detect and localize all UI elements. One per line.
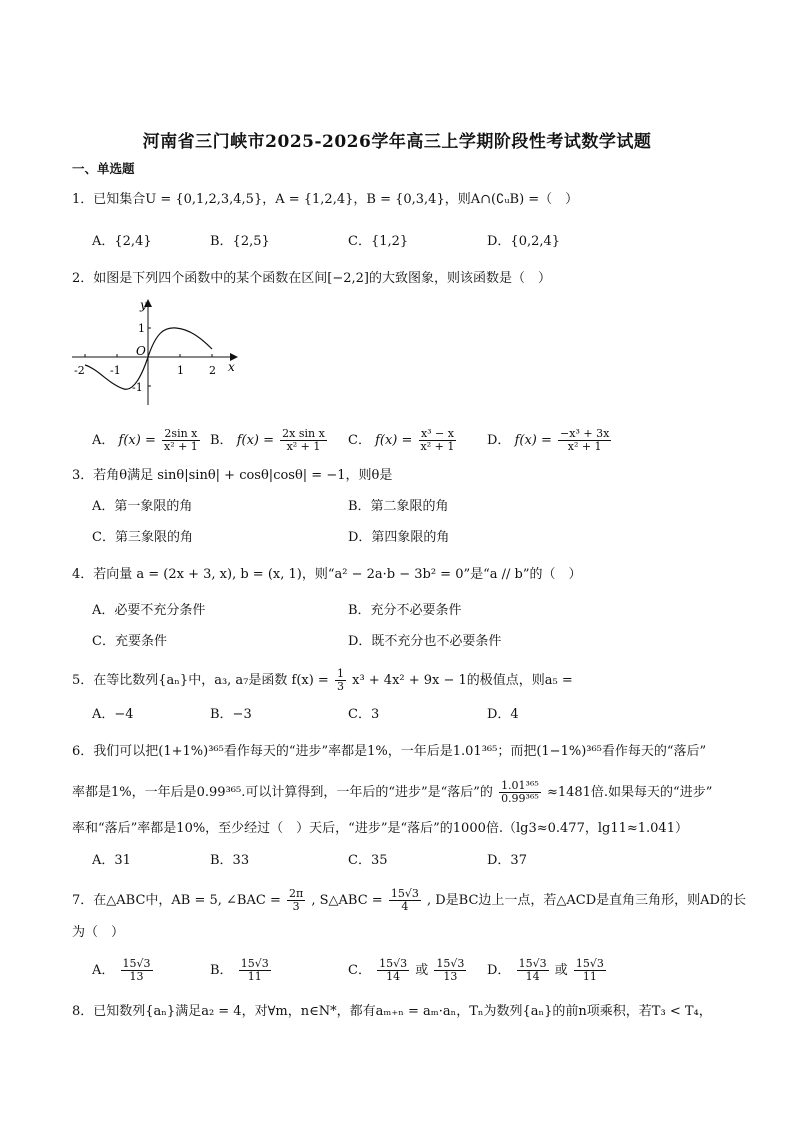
stem-fraction: $\frac{1}{3}$ bbox=[336, 667, 344, 693]
q4-option-c[interactable]: C．充要条件 bbox=[92, 634, 167, 649]
option-fraction: $\frac{\text{x³ − x}}{\text{x² + 1}}$ bbox=[420, 427, 455, 453]
stem-text: x³ + 4x² + 9x − 1的极值点，则a₅ = bbox=[352, 673, 573, 688]
option-letter: C． bbox=[348, 963, 371, 978]
option-letter: C． bbox=[348, 433, 371, 448]
option-fraction: $\frac{15√3}{14}$ bbox=[518, 957, 547, 983]
stem-text: ≈1481倍.如果每天的“进步” bbox=[546, 785, 713, 800]
question-6-line-2 bbox=[72, 780, 712, 805]
option-fraction: $\frac{\text{−x³ + 3x}}{\text{x² + 1}}$ bbox=[560, 427, 610, 453]
stem-fraction: $\frac{\text{1.01³⁶⁵}}{\text{0.99³⁶⁵}}$ bbox=[501, 779, 539, 805]
option-fraction: $\frac{15√3}{13}$ bbox=[122, 957, 151, 983]
graph-x-tick: -2 bbox=[74, 364, 85, 377]
option-letter: B． bbox=[210, 433, 233, 448]
option-lhs: f(x) = bbox=[514, 433, 552, 448]
q7-option-b[interactable] bbox=[210, 958, 273, 983]
option-lhs: f(x) = bbox=[118, 433, 156, 448]
q7-option-a[interactable] bbox=[92, 958, 155, 983]
q5-option-b[interactable]: B．−3 bbox=[210, 707, 252, 722]
stem-text: , S△ABC = bbox=[311, 893, 383, 908]
option-fraction: $\frac{15√3}{13}$ bbox=[436, 957, 465, 983]
stem-text: 5．在等比数列{aₙ}中，a₃, a₇是函数 f(x) = bbox=[72, 673, 329, 688]
q6-option-b[interactable]: B．33 bbox=[210, 853, 250, 868]
graph-y-label: y bbox=[140, 298, 147, 312]
graph-origin-label: O bbox=[136, 344, 146, 358]
q3-option-d[interactable]: D．第四象限的角 bbox=[348, 530, 450, 545]
stem-text: 7．在△ABC中，AB = 5, ∠BAC = bbox=[72, 893, 281, 908]
q3-option-c[interactable]: C．第三象限的角 bbox=[92, 530, 193, 545]
option-lhs: f(x) = bbox=[375, 433, 413, 448]
stem-text: , D是BC边上一点，若△ACD是直角三角形，则AD的长 bbox=[426, 893, 746, 908]
q6-option-c[interactable]: C．35 bbox=[348, 853, 388, 868]
question-8-stem: 8．已知数列{aₙ}满足a₂ = 4，对∀m，n∈N*，都有aₘ₊ₙ = aₘ·aₙ，Tₙ为数列{aₙ}的前n项乘积，若T₃ < T₄， bbox=[72, 1004, 712, 1019]
q5-option-c[interactable]: C．3 bbox=[348, 707, 380, 722]
graph-y-tick: 1 bbox=[138, 322, 145, 335]
question-7-line-1 bbox=[72, 888, 746, 913]
q6-option-a[interactable]: A．31 bbox=[92, 853, 131, 868]
option-letter: A． bbox=[92, 963, 115, 978]
option-lhs: f(x) = bbox=[236, 433, 275, 448]
q2-option-a[interactable] bbox=[92, 428, 202, 453]
section-heading: 一、单选题 bbox=[72, 161, 135, 176]
q1-option-a[interactable]: A．{2,4} bbox=[92, 234, 152, 249]
q4-option-d[interactable]: D．既不充分也不必要条件 bbox=[348, 634, 502, 649]
option-or: 或 bbox=[415, 963, 429, 978]
q3-option-b[interactable]: B．第二象限的角 bbox=[348, 499, 449, 514]
graph-x-tick: 1 bbox=[177, 364, 184, 377]
option-letter: B． bbox=[210, 963, 233, 978]
option-fraction: $\frac{\text{2x sin x}}{\text{x² + 1}}$ bbox=[282, 427, 325, 453]
graph-y-tick: -1 bbox=[132, 381, 143, 394]
q1-option-d[interactable]: D．{0,2,4} bbox=[487, 234, 561, 249]
option-fraction: $\frac{15√3}{11}$ bbox=[575, 957, 604, 983]
question-3-stem: 3．若角θ满足 sinθ|sinθ| + cosθ|cosθ| = −1，则θ是 bbox=[72, 468, 393, 483]
option-or: 或 bbox=[554, 963, 568, 978]
q2-option-d[interactable] bbox=[487, 428, 613, 453]
q6-option-d[interactable]: D．37 bbox=[487, 853, 527, 868]
graph-x-tick: 2 bbox=[209, 364, 216, 377]
option-fraction: $\frac{15√3}{14}$ bbox=[379, 957, 408, 983]
question-2-stem: 2．如图是下列四个函数中的某个函数在区间[−2,2]的大致图象，则该函数是（ ） bbox=[72, 271, 551, 286]
question-1-stem: 1．已知集合U = {0,1,2,3,4,5}，A = {1,2,4}，B = {0,3,4}，则A∩(∁ᵤB) =（ ） bbox=[72, 192, 579, 207]
question-6-line-3: 率和“落后”率都是10%，至少经过（ ）天后，“进步”是“落后”的1000倍.（lg3≈0.477，lg11≈1.041） bbox=[72, 821, 688, 836]
q1-option-b[interactable]: B．{2,5} bbox=[210, 234, 270, 249]
stem-fraction: $\frac{2\pi}{3}$ bbox=[288, 887, 304, 913]
graph-x-tick: -1 bbox=[110, 364, 121, 377]
q3-option-a[interactable]: A．第一象限的角 bbox=[92, 499, 193, 514]
q4-option-a[interactable]: A．必要不充分条件 bbox=[92, 603, 206, 618]
graph-x-label: x bbox=[228, 360, 235, 374]
function-graph bbox=[66, 295, 246, 410]
page-title: 河南省三门峡市2025-2026学年高三上学期阶段性考试数学试题 bbox=[142, 132, 652, 152]
q1-option-c[interactable]: C．{1,2} bbox=[348, 234, 409, 249]
q5-option-a[interactable]: A．−4 bbox=[92, 707, 134, 722]
q7-option-d[interactable] bbox=[487, 958, 608, 983]
option-fraction: $\frac{\text{2sin x}}{\text{x² + 1}}$ bbox=[163, 427, 198, 453]
option-fraction: $\frac{15√3}{11}$ bbox=[240, 957, 269, 983]
option-letter: A． bbox=[92, 433, 115, 448]
q5-option-d[interactable]: D．4 bbox=[487, 707, 519, 722]
option-letter: D． bbox=[487, 963, 511, 978]
stem-text: 率都是1%，一年后是0.99³⁶⁵.可以计算得到，一年后的“进步”是“落后”的 bbox=[72, 785, 493, 800]
q7-option-c[interactable] bbox=[348, 958, 468, 983]
q2-option-c[interactable] bbox=[348, 428, 458, 453]
q2-option-b[interactable] bbox=[210, 428, 329, 453]
q4-option-b[interactable]: B．充分不必要条件 bbox=[348, 603, 462, 618]
question-4-stem: 4．若向量 a = (2x + 3, x), b = (x, 1)，则“a² − 2a·b − 3b² = 0”是“a // b”的（ ） bbox=[72, 567, 582, 582]
question-7-line-2: 为（ ） bbox=[72, 925, 125, 940]
stem-fraction: $\frac{15√3}{4}$ bbox=[390, 887, 419, 913]
option-letter: D． bbox=[487, 433, 511, 448]
question-6-line-1: 6．我们可以把(1+1%)³⁶⁵看作每天的“进步”率都是1%，一年后是1.01³⁶⁵；而把(1−1%)³⁶⁵看作每天的“落后” bbox=[72, 744, 707, 759]
question-5-stem bbox=[72, 668, 573, 693]
